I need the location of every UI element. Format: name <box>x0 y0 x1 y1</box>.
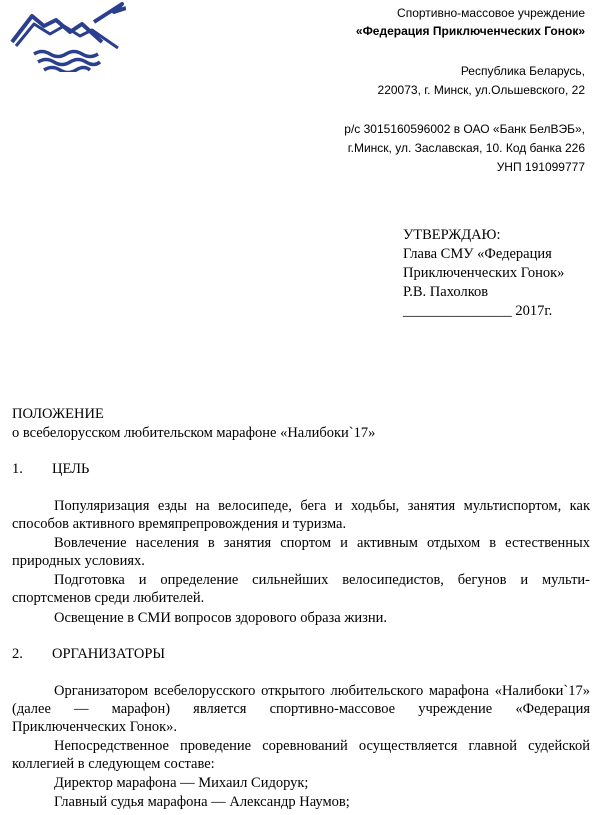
paragraph-text: Популяризация езды на велосипеде, бега и ходьбы, занятия мультиспортом, как способов активного времяпрепровождения и туризма. <box>12 498 590 532</box>
org-address: 220073, г. Минск, ул.Ольшевского, 22 <box>377 83 585 97</box>
document-subtitle: о всебелорусском любительском марафоне «Налибоки`17» <box>12 425 376 441</box>
section-2-heading: ОРГАНИЗАТОРЫ <box>52 646 166 662</box>
section-1-heading: ЦЕЛЬ <box>52 461 90 477</box>
approval-date-line: _______________ 2017г. <box>403 303 553 319</box>
section-1-number: 1. <box>12 461 23 477</box>
bank-address: г.Минск, ул. Заславская, 10. Код банка 226 <box>347 141 585 155</box>
paragraph-text: Подготовка и определение сильнейших велосипедистов, бегунов и мульти-спортсменов среди любителей. <box>12 572 590 606</box>
org-unp: УНП 191099777 <box>496 160 585 174</box>
section-2-paragraph <box>12 774 590 792</box>
org-type: Спортивно-массовое учреждение <box>397 6 585 20</box>
paragraph-text: Главный судья марафона — Александр Наумов; <box>54 794 350 810</box>
approval-line1: Глава СМУ «Федерация <box>403 246 552 262</box>
section-1-paragraph <box>12 497 590 533</box>
section-1-paragraph <box>12 571 590 607</box>
mountain-waves-logo-icon <box>10 2 126 72</box>
org-name: «Федерация Приключенческих Гонок» <box>355 24 585 38</box>
section-2-paragraph <box>12 793 590 811</box>
paragraph-text: Вовлечение населения в занятия спортом и активным отдыхом в естественных природных условиях. <box>12 535 590 569</box>
section-2-paragraph <box>12 682 590 736</box>
section-1-paragraph <box>12 534 590 570</box>
document-title: ПОЛОЖЕНИЕ <box>12 406 104 422</box>
paragraph-text: Организатором всебелорусского открытого любительского марафона «Налибоки`17» (далее — марафон) является спортивно-массовое учреждение «Федерация Приключенческих Гонок». <box>12 683 590 735</box>
paragraph-text: Директор марафона — Михаил Сидорук; <box>54 775 309 791</box>
org-country: Республика Беларусь, <box>460 64 585 78</box>
section-2-number: 2. <box>12 646 23 662</box>
section-1-paragraph <box>12 609 590 627</box>
paragraph-text: Непосредственное проведение соревнований осуществляется главной судейской коллегией в следующем составе: <box>12 738 590 772</box>
section-2-paragraph <box>12 737 590 773</box>
approval-title: УТВЕРЖДАЮ: <box>403 227 501 243</box>
approval-name: Р.В. Пахолков <box>403 284 489 300</box>
approval-line2: Приключенческих Гонок» <box>403 265 565 281</box>
paragraph-text: Освещение в СМИ вопросов здорового образа жизни. <box>54 610 387 626</box>
bank-account: р/с 3015160596002 в ОАО «Банк БелВЭБ», <box>344 122 585 136</box>
